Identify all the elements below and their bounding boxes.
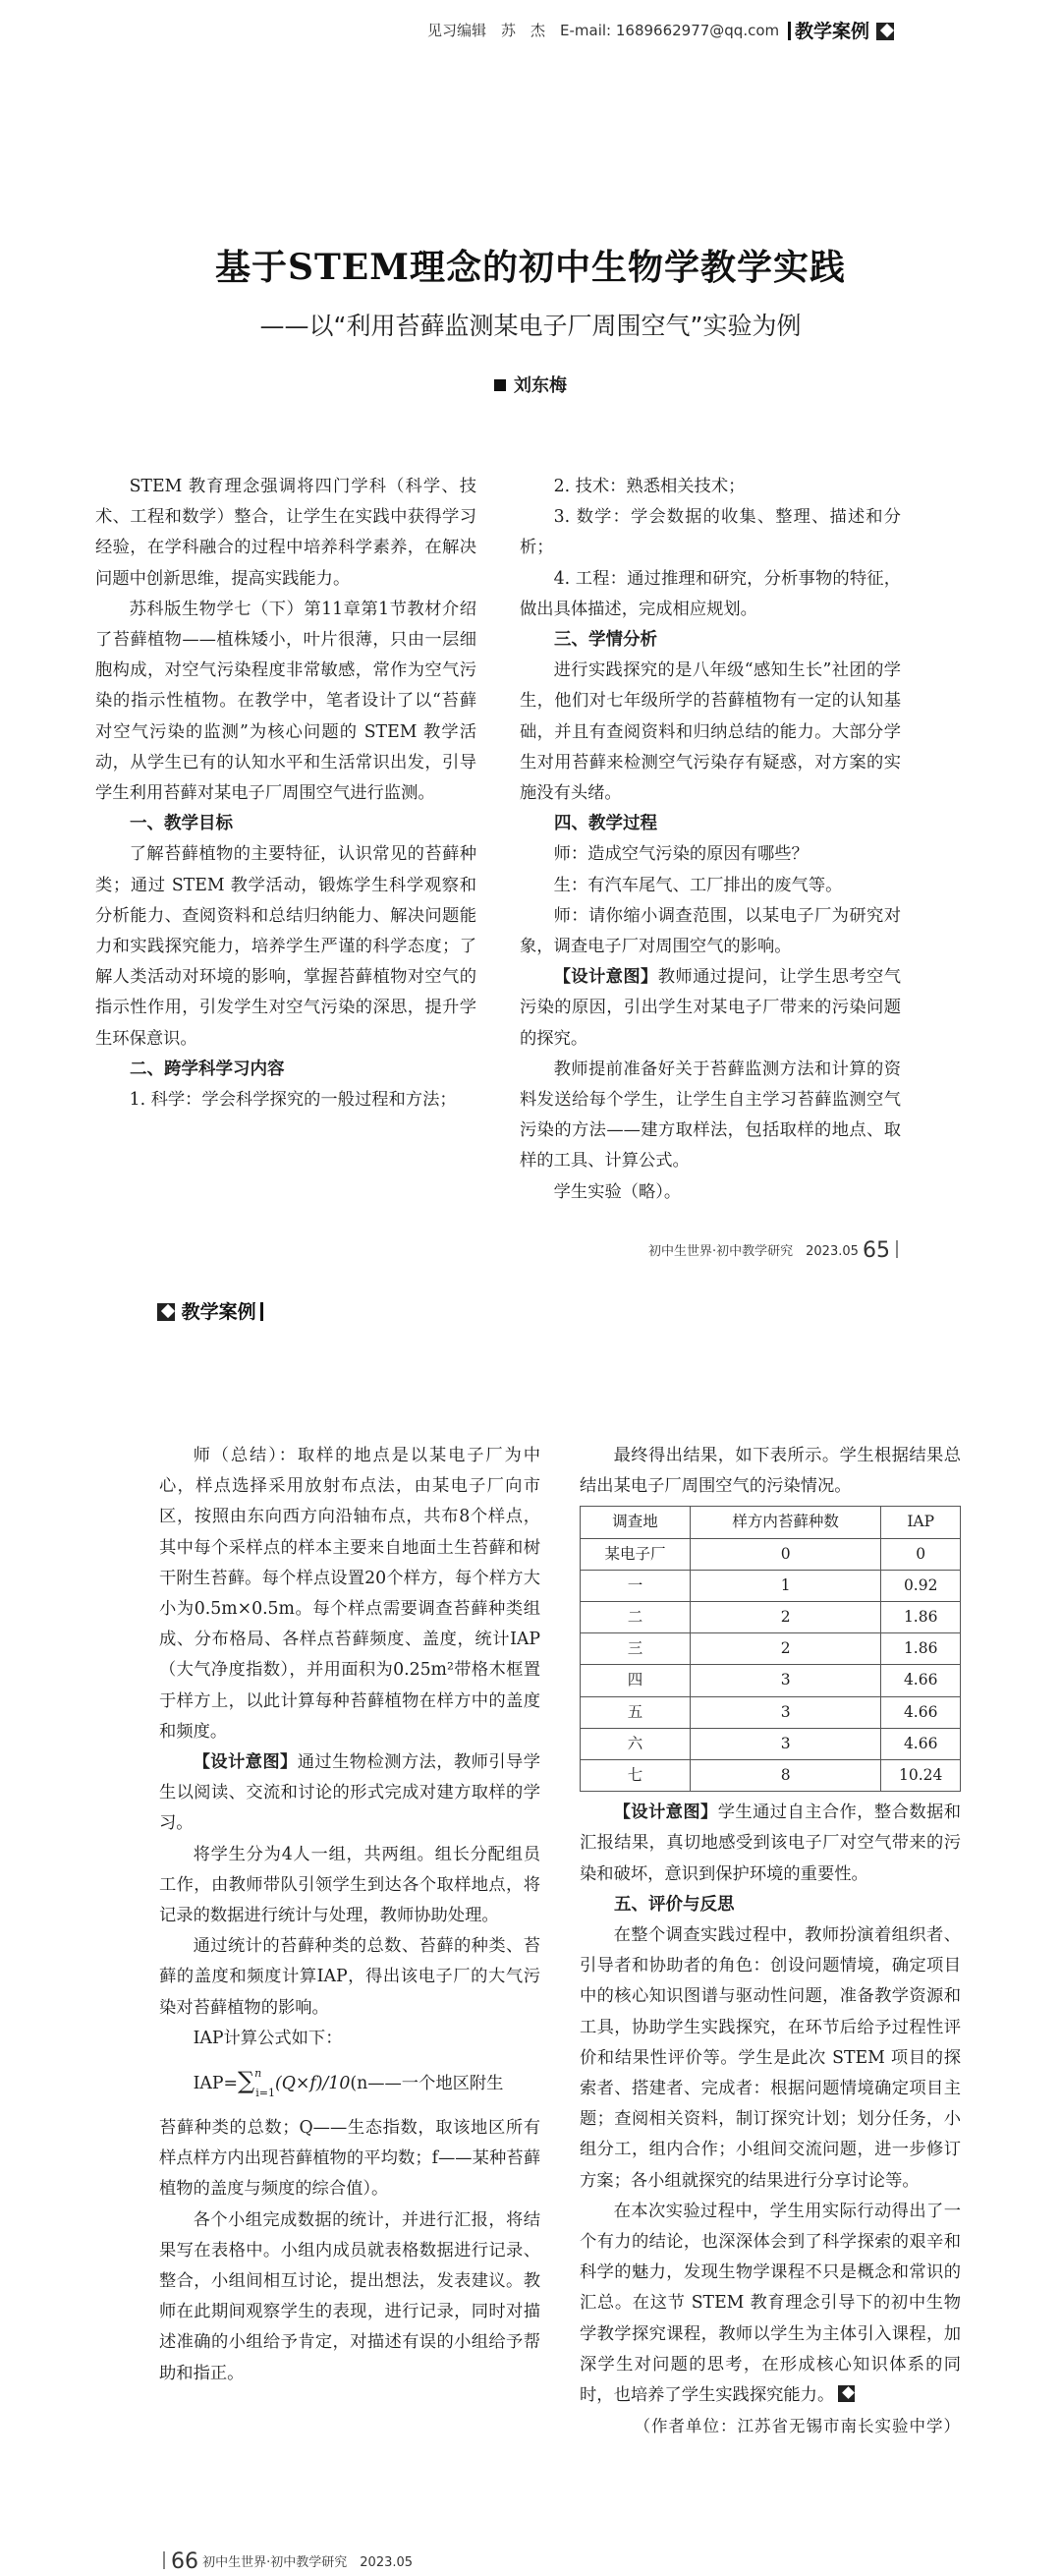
paragraph: 3. 数学：学会数据的收集、整理、描述和分析； — [520, 507, 901, 558]
table-header-cell: 调查地 — [581, 1507, 691, 1538]
paragraph: 了解苔藓植物的主要特征，认识常见的苔藓种类；通过 STEM 教学活动，锻炼学生科学观察和分析能力、查阅资料和总结归纳能力、解决问题能力和实践探究能力，培养学生严谨的科学态度；了解人类活动对环境的影响，掌握苔藓植物对空气的指示性作用，引发学生对空气污染的深思，提升学生环保意识。 — [95, 844, 476, 1049]
section-label-2: 教学案例 — [181, 1301, 256, 1323]
table-cell: 3 — [690, 1665, 880, 1696]
page66-left-column — [159, 1441, 540, 2389]
paragraph: 师：造成空气污染的原因有哪些？ — [553, 844, 809, 865]
table-body — [581, 1538, 961, 1792]
section-heading: 一、教学目标 — [130, 814, 233, 834]
section-heading: 三、学情分析 — [554, 630, 657, 651]
paragraph: 最终得出结果，如下表所示。学生根据结果总结出某电子厂周围空气的污染情况。 — [580, 1446, 961, 1497]
design-intent-paragraph — [520, 962, 901, 1055]
table-row — [581, 1570, 961, 1601]
table-header-row — [581, 1507, 961, 1538]
table-row — [581, 1665, 961, 1696]
author-square-icon — [494, 379, 506, 391]
footer-divider — [896, 1240, 898, 1258]
paragraph: 生：有汽车尾气、工厂排出的废气等。 — [553, 875, 843, 895]
paragraph: 将学生分为4人一组，共两组。组长分配组员工作，由教师带队引领学生到达各个取样地点，将记录的数据进行统计与处理，教师协助处理。 — [159, 1844, 540, 1926]
table-row — [581, 1760, 961, 1792]
paragraph: 苏科版生物学七（下）第11章第1节教材介绍了苔藓植物——植株矮小，叶片很薄，只由一层细胞构成，对空气污染程度非常敏感，常作为空气污染的指示性植物。在教学中，笔者设计了以“苔藓对空气污染的监测”为核心问题的 STEM 教学活动，从学生已有的认知水平和生活常识出发，引导学生利用苔藓对某电子厂周围空气进行监测。 — [95, 599, 476, 804]
design-intent-label: 【设计意图】 — [553, 967, 658, 988]
iap-formula — [159, 2054, 540, 2113]
table-header-cell: 样方内苔藓种数 — [690, 1507, 880, 1538]
journal-info: 初中生世界·初中教学研究 2023.05 — [648, 1244, 859, 1259]
article-end-icon — [838, 2385, 855, 2402]
article-subtitle: ——以“利用苔藓监测某电子厂周围空气”实验为例 — [259, 312, 802, 340]
table-cell: 10.24 — [881, 1760, 961, 1792]
table-cell: 一 — [581, 1570, 691, 1601]
iap-table — [580, 1506, 961, 1792]
table-cell: 2 — [690, 1602, 880, 1633]
section-label: 教学案例 — [795, 21, 870, 42]
table-cell: 4.66 — [881, 1665, 961, 1696]
page65-footer — [648, 1238, 904, 1263]
design-intent-label: 【设计意图】 — [193, 1752, 298, 1773]
paragraph-text: 教师通过提问，让学生思考空气污染的原因，引出学生对某电子厂带来的污染问题的探究。 — [520, 967, 901, 1049]
page66-right-column — [580, 1441, 961, 2442]
table-cell: 六 — [581, 1728, 691, 1759]
table-row — [581, 1696, 961, 1728]
right-bottom-text — [580, 1798, 961, 2411]
design-intent-paragraph — [159, 1747, 540, 1840]
table-cell: 某电子厂 — [581, 1538, 691, 1570]
section-heading: 二、跨学科学习内容 — [130, 1059, 285, 1079]
tag-icon-2 — [157, 1303, 175, 1321]
table-row — [581, 1538, 961, 1570]
paragraph: 苔藓种类的总数；Q——生态指数，取该地区所有样点样方内出现苔藓植物的平均数；f——某种苔藓植物的盖度与频度的综合值）。 — [159, 2118, 540, 2200]
page65-right-column — [520, 472, 901, 1208]
paragraph: 在本次实验过程中，学生用实际行动得出了一个有力的结论，也深深体会到了科学探索的艰辛和科学的魅力，发现生物学课程不只是概念和常识的汇总。在这节 STEM 教育理念引导下的初中生物学教学探究课程，教师以学生为主体引入课程，加深学生对问题的思考，在形成核心知识体系的同时，也培养了学生实践探究能力。 — [580, 2201, 961, 2406]
formula-definition: (n——一个地区附生 — [350, 2074, 504, 2094]
formula-expression: (Q×f)/10 — [274, 2074, 351, 2094]
author-affiliation: （作者单位：江苏省无锡市南长实验中学） — [634, 2417, 961, 2436]
paragraph-text: 通过生物检测方法，教师引导学生以阅读、交流和讨论的形式完成对建方取样的学习。 — [159, 1752, 540, 1834]
tag-divider — [788, 22, 791, 40]
paragraph-text: 学生通过自主合作，整合数据和汇报结果，真切地感受到该电子厂对空气带来的污染和破坏，意识到保护环境的重要性。 — [580, 1803, 961, 1884]
section-heading: 五、评价与反思 — [614, 1894, 735, 1915]
table-cell: 3 — [690, 1696, 880, 1728]
tag-icon — [876, 23, 894, 40]
page-number: 65 — [863, 1238, 891, 1263]
paragraph: 进行实践探究的是八年级“感知生长”社团的学生，他们对七年级所学的苔藓植物有一定的认知基础，并且有查阅资料和归纳总结的能力。大部分学生对用苔藓来检测空气污染存有疑惑，对方案的实施没有头绪。 — [520, 660, 901, 804]
sum-upper-limit: n — [254, 2067, 262, 2081]
journal-info-2: 初中生世界·初中教学研究 2023.05 — [202, 2555, 414, 2570]
table-cell: 4.66 — [881, 1728, 961, 1759]
editor-credit: 见习编辑 苏 杰 E-mail: 1689662977@qq.com — [427, 22, 780, 39]
table-cell: 1.86 — [881, 1602, 961, 1633]
sum-symbol: ∑ — [238, 2067, 255, 2095]
table-cell: 0 — [881, 1538, 961, 1570]
table-cell: 1 — [690, 1570, 880, 1601]
table-cell: 三 — [581, 1633, 691, 1665]
table-row — [581, 1633, 961, 1665]
section-tag-2 — [157, 1297, 267, 1324]
table-cell: 2 — [690, 1633, 880, 1665]
table-cell: 0 — [690, 1538, 880, 1570]
paragraph: 2. 技术：熟悉相关技术； — [553, 477, 746, 496]
table-row — [581, 1602, 961, 1633]
section-heading: 四、教学过程 — [554, 814, 657, 834]
paragraph: 通过统计的苔藓种类的总数、苔藓的种类、苔藓的盖度和频度计算IAP，得出该电子厂的大气污染对苔藓植物的影响。 — [159, 1936, 540, 2018]
table-cell: 七 — [581, 1760, 691, 1792]
author-line — [0, 372, 1061, 397]
tag-divider-2 — [260, 1302, 263, 1321]
paragraph: IAP计算公式如下： — [193, 2028, 343, 2048]
table-cell: 8 — [690, 1760, 880, 1792]
table-cell: 4.66 — [881, 1696, 961, 1728]
paragraph: 4. 工程：通过推理和研究，分析事物的特征，做出具体描述，完成相应规划。 — [520, 568, 901, 619]
table-cell: 四 — [581, 1665, 691, 1696]
article-title: 基于STEM理念的初中生物学教学实践 — [214, 247, 847, 288]
footer-divider-2 — [163, 2551, 165, 2569]
page65-left-column — [95, 472, 476, 1116]
page66-footer — [157, 2549, 413, 2574]
paragraph: 学生实验（略）。 — [553, 1181, 682, 1202]
paragraph: 各个小组完成数据的统计，并进行汇报，将结果写在表格中。小组内成员就表格数据进行记录、整合，小组间相互讨论，提出想法，发表建议。教师在此期间观察学生的表现，进行记录，同时对描述准确的小组给予肯定，对描述有误的小组给予帮助和指正。 — [159, 2209, 540, 2383]
table-cell: 五 — [581, 1696, 691, 1728]
table-header-cell: IAP — [881, 1507, 961, 1538]
paragraph: 师（总结）：取样的地点是以某电子厂为中心，样点选择采用放射布点法，由某电子厂向市区，按照由东向西方向沿轴布点，共布8个样点，其中每个采样点的样本主要来自地面土生苔藓和树干附生苔藓。每个样点设置20个样方，每个样方大小为0.5m×0.5m。每个样点需要调查苔藓种类组成、分布格局、各样点苔藓频度、盖度，统计IAP（大气净度指数），并用面积为0.25m²带格木框置于样方上，以此计算每种苔藓植物在样方中的盖度和频度。 — [159, 1446, 540, 1742]
right-top-text — [580, 1441, 961, 1502]
paragraph: STEM 教育理念强调将四门学科（科学、技术、工程和数学）整合，让学生在实践中获得学习经验，在学科融合的过程中培养科学素养，在解决问题中创新思维，提高实践能力。 — [95, 477, 476, 589]
table-cell: 0.92 — [881, 1570, 961, 1601]
design-intent-paragraph — [580, 1798, 961, 1890]
author-name: 刘东梅 — [514, 375, 567, 396]
sum-lower-limit: i=1 — [255, 2087, 275, 2100]
formula-lhs: IAP= — [193, 2074, 239, 2094]
paragraph: 1. 科学：学会科学探究的一般过程和方法； — [129, 1090, 457, 1111]
design-intent-label: 【设计意图】 — [613, 1803, 718, 1823]
table-cell: 3 — [690, 1728, 880, 1759]
section-tag — [784, 17, 894, 43]
table-row — [581, 1728, 961, 1759]
page-number-2: 66 — [171, 2549, 198, 2574]
table-cell: 1.86 — [881, 1633, 961, 1665]
paragraph: 教师提前准备好关于苔藓监测方法和计算的资料发送给每个学生，让学生自主学习苔藓监测空气污染的方法——建方取样法，包括取样的地点、取样的工具、计算公式。 — [520, 1059, 901, 1172]
paragraph: 在整个调查实践过程中，教师扮演着组织者、引导者和协助者的角色：创设问题情境，确定项目中的核心知识图谱与驱动性问题，准备教学资源和工具，协助学生实践探究，在环节后给予过程性评价和结果性评价等。学生是此次 STEM 项目的探索者、搭建者、完成者：根据问题情境确定项目主题；查阅相关资料，制订探究计划；划分任务，小组分工，组内合作；小组间交流问题，进一步修订方案；各小组就探究的结果进行分享讨论等。 — [580, 1925, 961, 2191]
paragraph: 师：请你缩小调查范围，以某电子厂为研究对象，调查电子厂对周围空气的影响。 — [520, 905, 901, 957]
table-cell: 二 — [581, 1602, 691, 1633]
